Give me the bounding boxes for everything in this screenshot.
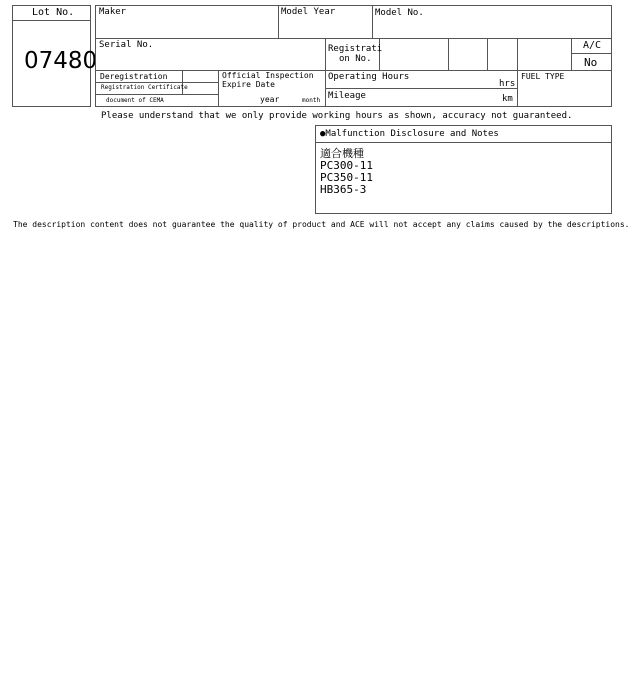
hours-divider	[325, 88, 517, 89]
lot-divider	[12, 20, 91, 21]
quality-disclaimer: The description content does not guarantee the quality of product and ACE will not accept any claims caused by the descriptions.	[13, 220, 630, 229]
ac-value: No	[584, 56, 598, 69]
malfunction-line: 適合機種	[320, 147, 364, 160]
operating-hours-label: Operating Hours	[328, 72, 410, 82]
deregistration-label: Deregistration	[100, 72, 168, 81]
col-divider-ac	[571, 38, 572, 70]
col-divider-registration	[325, 38, 326, 107]
malfunction-line: PC350-11	[320, 171, 373, 184]
cema-label: document of CEMA	[106, 97, 164, 104]
km-unit: km	[502, 94, 513, 104]
registration-certificate-label: Registration Certificate	[101, 84, 188, 91]
year-label: year	[260, 95, 280, 104]
col-divider-model-no	[372, 5, 373, 38]
col-divider-reg-cell-3	[487, 38, 488, 70]
lot-number: 07480	[24, 48, 98, 74]
malfunction-line: HB365-3	[320, 183, 367, 196]
dereg-divider-2	[95, 94, 218, 95]
registration-label-1: Registrati	[328, 44, 383, 54]
mileage-label: Mileage	[328, 91, 366, 101]
malfunction-title: ●Malfunction Disclosure and Notes	[320, 129, 499, 139]
working-hours-notice: Please understand that we only provide working hours as shown, accuracy not guaranteed.	[101, 111, 573, 121]
row-divider-1	[95, 38, 612, 39]
col-divider-fuel	[517, 38, 518, 107]
col-divider-reg-cell-1	[379, 38, 380, 70]
registration-label-2: on No.	[339, 54, 372, 64]
ac-divider	[571, 53, 612, 54]
inspection-label-1: Official Inspection	[222, 71, 314, 80]
malfunction-line: PC300-11	[320, 159, 373, 172]
month-label: month	[302, 97, 321, 104]
serial-label: Serial No.	[99, 40, 154, 50]
col-divider-model-year	[278, 5, 279, 38]
dereg-divider-1	[95, 82, 218, 83]
col-divider-inspection	[218, 70, 219, 107]
maker-label: Maker	[99, 7, 127, 17]
row-divider-2	[95, 70, 612, 71]
malfunction-divider	[315, 142, 612, 143]
col-divider-reg-cell-2	[448, 38, 449, 70]
hrs-unit: hrs	[499, 79, 516, 89]
model-year-label: Model Year	[281, 7, 336, 17]
lot-label: Lot No.	[32, 7, 75, 18]
fuel-type-label: FUEL TYPE	[521, 72, 565, 81]
model-no-label: Model No.	[375, 8, 424, 18]
ac-label: A/C	[583, 40, 602, 51]
inspection-label-2: Expire Date	[222, 80, 275, 89]
